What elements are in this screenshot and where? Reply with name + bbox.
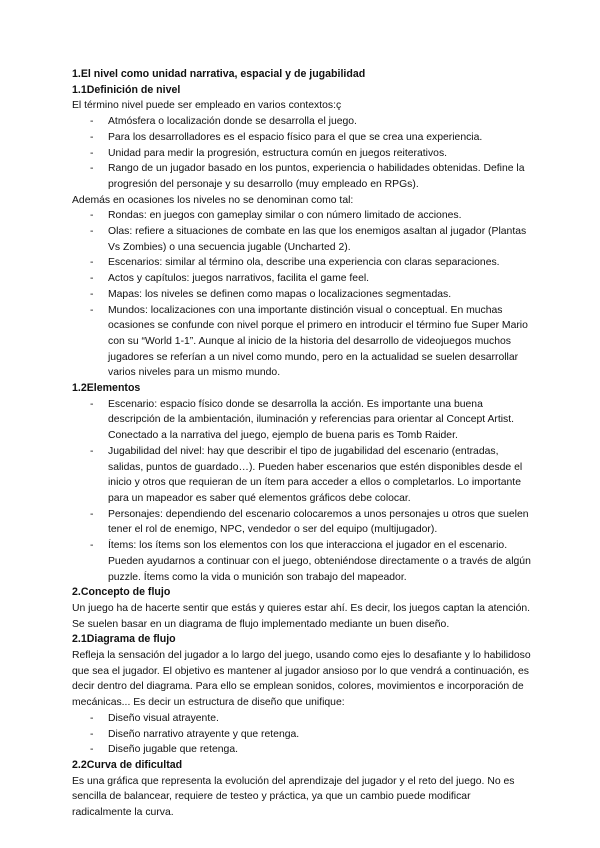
dash-bullet: - <box>90 273 94 285</box>
document-body <box>72 67 532 821</box>
list-item: - Mundos: localizaciones con una importante distinción visual o conceptual. En muchas ocasiones se confunde con nivel porque el primero en introducir el término fue Super Mario con su “World 1-1”. Aunque al inicio de la historia del desarrollo de videojuegos muchos jugadores se referían a un nivel como mundo, pero en la actualidad se suelen desarrollar varios niveles para un mismo mundo. <box>90 304 528 379</box>
list-item: - Diseño visual atrayente. <box>72 711 532 727</box>
dash-bullet: - <box>90 508 94 520</box>
list-item: - Diseño narrativo atrayente y que retenga. <box>72 727 532 743</box>
list-item: - Atmósfera o localización donde se desarrolla el juego. <box>72 114 532 130</box>
list-item: - Escenarios: similar al término ola, describe una experiencia con claras separaciones. <box>72 255 532 271</box>
dash-bullet: - <box>90 398 94 410</box>
dash-bullet: - <box>90 257 94 269</box>
paragraph-1-1-intro2: Además en ocasiones los niveles no se denominan como tal: <box>72 194 354 206</box>
dash-bullet: - <box>90 728 94 740</box>
dash-bullet: - <box>90 744 94 756</box>
dash-bullet: - <box>90 445 94 457</box>
list-item: - Jugabilidad del nivel: hay que describir el tipo de jugabilidad del escenario (entradas, salidas, puntos de guardado…). Pueden haber escenarios que estén disponibles desde el inicio y otros que requieran de un ítem para acceder a ellos o completarlos. Lo importante para un mapeador es saber qué elementos gráficos debe colocar. <box>90 445 523 504</box>
list-item: - Ítems: los ítems son los elementos con los que interacciona el jugador en el escenario. Pueden ayudarnos a continuar con el juego, obteniéndose directamente o a través de algún puzzle. Ítems como la vida o munición son trabajo del mapeador. <box>90 540 531 583</box>
list-item: - Mapas: los niveles se definen como mapas o localizaciones segmentadas. <box>72 287 532 303</box>
dash-bullet: - <box>90 116 94 128</box>
list-1-1 <box>72 114 532 193</box>
dash-bullet: - <box>90 540 94 552</box>
dash-bullet: - <box>90 210 94 222</box>
list-item: - Rango de un jugador basado en los puntos, experiencia o habilidades obtenidas. Define la progresión del personaje y su desarrollo (muy empleado en RPGs). <box>90 163 525 190</box>
heading-2: 2.Concepto de flujo <box>72 586 171 599</box>
list-item: - Diseño jugable que retenga. <box>72 742 532 758</box>
section-title: 1.El nivel como unidad narrativa, espacial y de jugabilidad <box>72 68 366 80</box>
list-item: - Olas: refiere a situaciones de combate en las que los enemigos asaltan al jugador (Plantas Vs Zombies) o una secuencia jugable (Uncharted 2). <box>90 226 527 253</box>
list-item: - Personajes: dependiendo del escenario colocaremos a unos personajes u otros que suelen tener el rol de enemigo, NPC, vendedor o ser del equipo (multijugador). <box>90 508 529 536</box>
dash-bullet: - <box>90 288 94 300</box>
list-2-1 <box>72 711 532 758</box>
heading-2-1: 2.1Diagrama de flujo <box>72 633 176 646</box>
paragraph-1-1-intro: El término nivel puede ser empleado en varios contextos:ç <box>72 100 342 112</box>
heading-2-2: 2.2Curva de dificultad <box>72 758 183 771</box>
paragraph-2-1: Refleja la sensación del jugador a lo largo del juego, usando como ejes lo desafiante y lo habilidoso que sea el jugador. El objetivo es mantener al jugador ansioso por lo que vendrá a continuación, es decir dentro del diagrama. Para ello se emplean sonidos, colores, movimientos e incorporación de mecánicas... Es decir un estructura de diseño que unifique: <box>72 650 531 709</box>
dash-bullet: - <box>90 147 94 159</box>
heading-1-1: 1.1Definición de nivel <box>72 83 181 96</box>
list-item: - Escenario: espacio físico donde se desarrolla la acción. Es importante una buena descripción de la ambientación, iluminación y referencias para orientar al Concept Artist. Conectado a la narrativa del juego, ejemplo de buena paris es Tomb Raider. <box>90 398 515 442</box>
list-1-2 <box>72 397 532 585</box>
list-1-1-b <box>72 208 532 381</box>
dash-bullet: - <box>90 226 94 238</box>
list-item: - Rondas: en juegos con gameplay similar o con número limitado de acciones. <box>72 208 532 224</box>
paragraph-2-2: Es una gráfica que representa la evolución del aprendizaje del jugador y el reto del juego. No es sencilla de balancear, requiere de testeo y práctica, ya que un cambio puede modificar radicalmente la curva. <box>72 775 515 819</box>
dash-bullet: - <box>90 712 94 724</box>
paragraph-2: Un juego ha de hacerte sentir que estás y quieres estar ahí. Es decir, los juegos captan la atención. Se suelen basar en un diagrama de flujo implementado mediante un buen diseño. <box>72 602 531 630</box>
dash-bullet: - <box>90 131 94 143</box>
list-item: - Para los desarrolladores es el espacio físico para el que se crea una experiencia. <box>72 130 532 146</box>
dash-bullet: - <box>90 163 94 175</box>
heading-1-2: 1.2Elementos <box>72 382 141 395</box>
list-item: - Actos y capítulos: juegos narrativos, facilita el game feel. <box>72 271 532 287</box>
list-item: - Unidad para medir la progresión, estructura común en juegos reiterativos. <box>72 146 532 162</box>
dash-bullet: - <box>90 304 94 316</box>
